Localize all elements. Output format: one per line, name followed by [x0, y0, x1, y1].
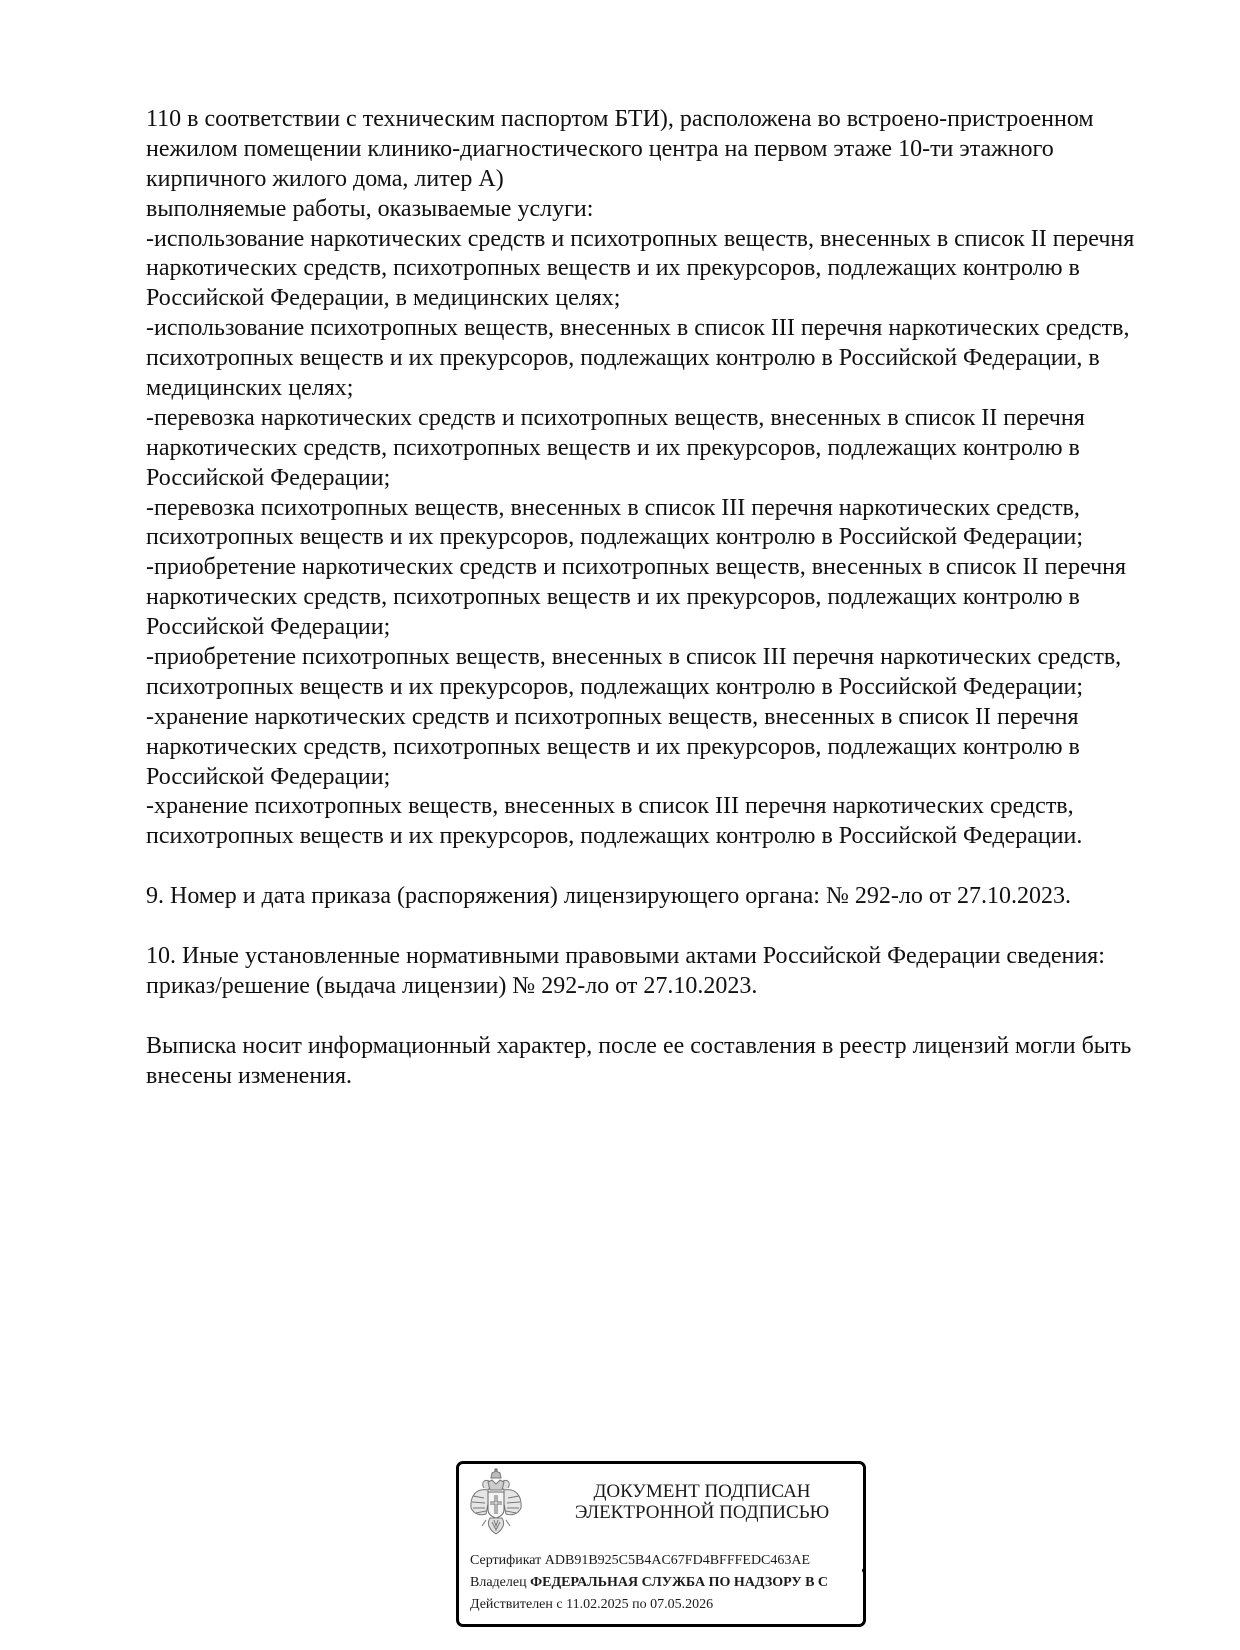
disclaimer-line: Выписка носит информационный характер, после ее составления в реестр лицензий могли быть [146, 1032, 1132, 1059]
body-line: -перевозка психотропных веществ, внесенных в список III перечня наркотических средств, [146, 494, 1080, 521]
body-line: Российской Федерации, в медицинских целях; [146, 285, 621, 312]
body-line: Российской Федерации; [146, 464, 391, 491]
owner-value: ФЕДЕРАЛЬНАЯ СЛУЖБА ПО НАДЗОРУ В С [530, 1575, 829, 1590]
owner-label: Владелец [470, 1575, 527, 1590]
body-line: наркотических средств, психотропных веществ и их прекурсоров, подлежащих контролю в [146, 733, 1080, 760]
body-line: психотропных веществ и их прекурсоров, подлежащих контролю в Российской Федерации. [146, 823, 1083, 850]
body-line: -хранение психотропных веществ, внесенных в список III перечня наркотических средств, [146, 793, 1074, 820]
body-line: -перевозка наркотических средств и психотропных веществ, внесенных в список II перечня [146, 404, 1085, 431]
section-10-line: 10. Иные установленные нормативными правовыми актами Российской Федерации сведения: [146, 942, 1105, 969]
body-line: Российской Федерации; [146, 763, 391, 790]
body-line: -приобретение наркотических средств и психотропных веществ, внесенных в список II перечня [146, 554, 1127, 581]
section-10-line: приказ/решение (выдача лицензии) № 292-ло от 27.10.2023. [146, 972, 758, 999]
stamp-details [470, 1550, 860, 1616]
body-line: нежилом помещении клинико-диагностического центра на первом этаже 10-ти этажного [146, 135, 1054, 162]
border-marker [862, 1568, 866, 1573]
disclaimer-line: внесены изменения. [146, 1062, 353, 1089]
body-line: наркотических средств, психотропных веществ и их прекурсоров, подлежащих контролю в [146, 584, 1080, 611]
body-line: психотропных веществ и их прекурсоров, подлежащих контролю в Российской Федерации; [146, 524, 1084, 551]
body-line: наркотических средств, психотропных веществ и их прекурсоров, подлежащих контролю в [146, 434, 1080, 461]
paragraph-gap [146, 912, 1206, 942]
electronic-signature-stamp [456, 1461, 866, 1627]
paragraph-gap [146, 852, 1206, 882]
russian-coat-of-arms-icon [468, 1468, 524, 1538]
body-line: наркотических средств, психотропных веществ и их прекурсоров, подлежащих контролю в [146, 255, 1080, 282]
body-line: 110 в соответствии с техническим паспортом БТИ), расположена во встроено-пристроенном [146, 106, 1094, 132]
section-9-order-number: 9. Номер и дата приказа (распоряжения) лицензирующего органа: № 292-ло от 27.10.2023. [146, 883, 1071, 910]
document-body [146, 105, 1206, 1091]
body-line: -использование наркотических средств и психотропных веществ, внесенных в список II перечня [146, 225, 1135, 252]
owner-row [470, 1572, 860, 1594]
body-line: -использование психотропных веществ, внесенных в список III перечня наркотических средств, [146, 315, 1130, 342]
body-line: Российской Федерации; [146, 614, 391, 641]
certificate-value: ADB91B925C5B4AC67FD4BFFFEDC463AE [544, 1553, 811, 1568]
body-line: -хранение наркотических средств и психотропных веществ, внесенных в список II перечня [146, 703, 1079, 730]
stamp-title-line-2: ЭЛЕКТРОННОЙ ПОДПИСЬЮ [574, 1502, 830, 1523]
paragraph-gap [146, 1002, 1206, 1032]
body-line: кирпичного жилого дома, литер А) [146, 165, 504, 192]
certificate-label: Сертификат [470, 1553, 542, 1568]
body-line: медицинских целях; [146, 375, 354, 402]
validity-row: Действителен с 11.02.2025 по 07.05.2026 [470, 1597, 714, 1612]
body-line: выполняемые работы, оказываемые услуги: [146, 195, 594, 222]
stamp-title-line-1: ДОКУМЕНТ ПОДПИСАН [593, 1481, 811, 1502]
body-line: -приобретение психотропных веществ, внесенных в список III перечня наркотических средств, [146, 644, 1122, 671]
body-line: психотропных веществ и их прекурсоров, подлежащих контролю в Российской Федерации, в [146, 345, 1100, 372]
body-line: психотропных веществ и их прекурсоров, подлежащих контролю в Российской Федерации; [146, 673, 1084, 700]
certificate-row [470, 1550, 860, 1572]
stamp-title [549, 1481, 855, 1523]
